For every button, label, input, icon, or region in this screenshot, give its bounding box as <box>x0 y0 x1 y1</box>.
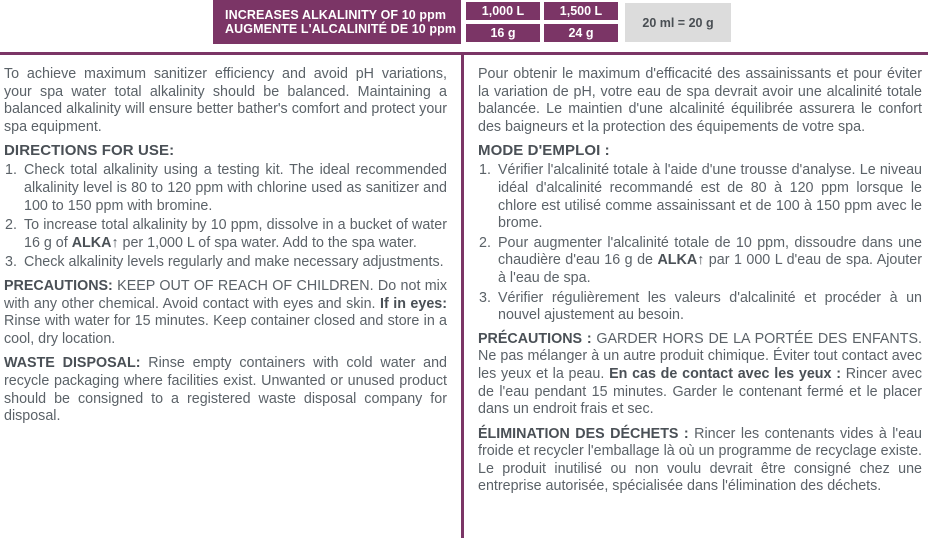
french-waste-block <box>478 426 922 496</box>
precautions-text-1: GARDER HORS DE LA PORTÉE DES ENFANTS. Ne pas mélanger à un autre produit chimique. Éviter tout contact avec les yeux et la peau. <box>478 330 922 382</box>
step-text: Vérifier régulièrement les valeurs d'alcalinité et procéder à un nouvel ajustement au besoin. <box>498 289 922 324</box>
dosage-value-1: 16 g <box>464 22 542 44</box>
step-text-cont: par 1 000 L d'eau de spa. Ajouter à l'eau de spa. <box>498 252 922 286</box>
step-text: Vérifier l'alcalinité totale à l'aide d'une trousse d'analyse. Le niveau idéal d'alcalinité recommandé est de 80 à 120 ppm lorsque le chlore est utilisé comme assainissant et de 100 à 150 ppm avec le brome. <box>498 162 922 232</box>
english-directions-heading: DIRECTIONS FOR USE: <box>4 142 175 160</box>
waste-disposal-text: Rincer les contenants vides à l'eau froide et recycler l'emballage là où un programme de recyclage existe. Le produit inutilisé ou non voulu devrait être consigné chez une entreprise autorisée, spécialisée dans l'élimination des déchets. <box>478 425 922 495</box>
english-steps-list <box>4 162 447 272</box>
top-horizontal-rule <box>0 52 928 55</box>
list-item <box>478 290 922 325</box>
brand-name-alka: ALKA↑ <box>657 252 705 269</box>
step-text: Check alkalinity levels regularly and make necessary adjustments. <box>24 254 444 271</box>
precautions-label: PRECAUTIONS: <box>4 277 113 294</box>
french-column <box>470 66 928 503</box>
if-in-eyes-label: If in eyes: <box>380 295 447 312</box>
step-text: To increase total alkalinity by 10 ppm, dissolve in a bucket of water 16 g of <box>24 217 447 251</box>
dosage-title-line-en: INCREASES ALKALINITY OF 10 ppm <box>225 7 447 22</box>
list-item <box>4 217 447 252</box>
equivalence-box: 20 ml = 20 g <box>625 3 731 42</box>
dosage-volume-header-2: 1,500 L <box>542 0 620 22</box>
list-item <box>4 254 447 272</box>
english-waste-block <box>4 355 447 425</box>
english-column <box>0 66 455 433</box>
precautions-label: PRÉCAUTIONS : <box>478 330 592 347</box>
column-divider-rule <box>461 52 464 538</box>
waste-disposal-label: ÉLIMINATION DES DÉCHETS : <box>478 425 689 442</box>
french-directions-heading: MODE D'EMPLOI : <box>478 142 610 160</box>
waste-disposal-text: Rinse empty containers with cold water and recycle packaging where facilities exist. Unwanted or unused product should be consigned to a registered waste disposal company for disposal. <box>4 355 447 425</box>
french-steps-list <box>478 162 922 324</box>
dosage-table <box>0 0 928 48</box>
dosage-volume-header-1: 1,000 L <box>464 0 542 22</box>
french-intro-paragraph: Pour obtenir le maximum d'efficacité des assainissants et pour éviter la variation de pH, votre eau de spa devrait avoir une alcalinité totale balancée. Le maintien d'une alcalinité équilibrée assurera le confort des baigneurs et la protection des équipements de votre spa. <box>478 66 922 135</box>
precautions-text-2: Rinse with water for 15 minutes. Keep container closed and store in a cool, dry location. <box>4 313 447 347</box>
list-item <box>4 162 447 215</box>
english-precautions-block <box>4 278 447 348</box>
dosage-value-2: 24 g <box>542 22 620 44</box>
step-text: Check total alkalinity using a testing kit. The ideal recommended alkalinity level is 80 to 120 ppm with chlorine used as sanitizer and 100 to 150 ppm with bromine. <box>24 162 447 214</box>
step-text-cont: per 1,000 L of spa water. Add to the spa water. <box>118 234 417 251</box>
list-item <box>478 162 922 232</box>
waste-disposal-label: WASTE DISPOSAL: <box>4 355 141 372</box>
precautions-text-1: KEEP OUT OF REACH OF CHILDREN. Do not mix with any other chemical. Avoid contact with eyes and skin. <box>4 277 447 312</box>
list-item <box>478 235 922 288</box>
dosage-title-line-fr: AUGMENTE L'ALCALINITÉ DE 10 ppm <box>225 22 457 36</box>
eye-contact-label: En cas de contact avec les yeux : <box>609 365 841 382</box>
step-text: Pour augmenter l'alcalinité totale de 10 ppm, dissoudre dans une chaudière d'eau 16 g de <box>498 234 922 269</box>
precautions-text-2: Rincer avec de l'eau pendant 15 minutes. Garder le contenant fermé et le placer dans un endroit frais et sec. <box>478 365 922 418</box>
brand-name-alka: ALKA↑ <box>71 234 119 251</box>
dosage-title-box <box>213 0 461 44</box>
french-precautions-block <box>478 331 922 419</box>
english-intro-paragraph: To achieve maximum sanitizer efficiency and avoid pH variations, your spa water total alkalinity should be balanced. Maintaining a balanced alkalinity will ensure better bather's comfort and protect your spa equipment. <box>4 66 447 135</box>
